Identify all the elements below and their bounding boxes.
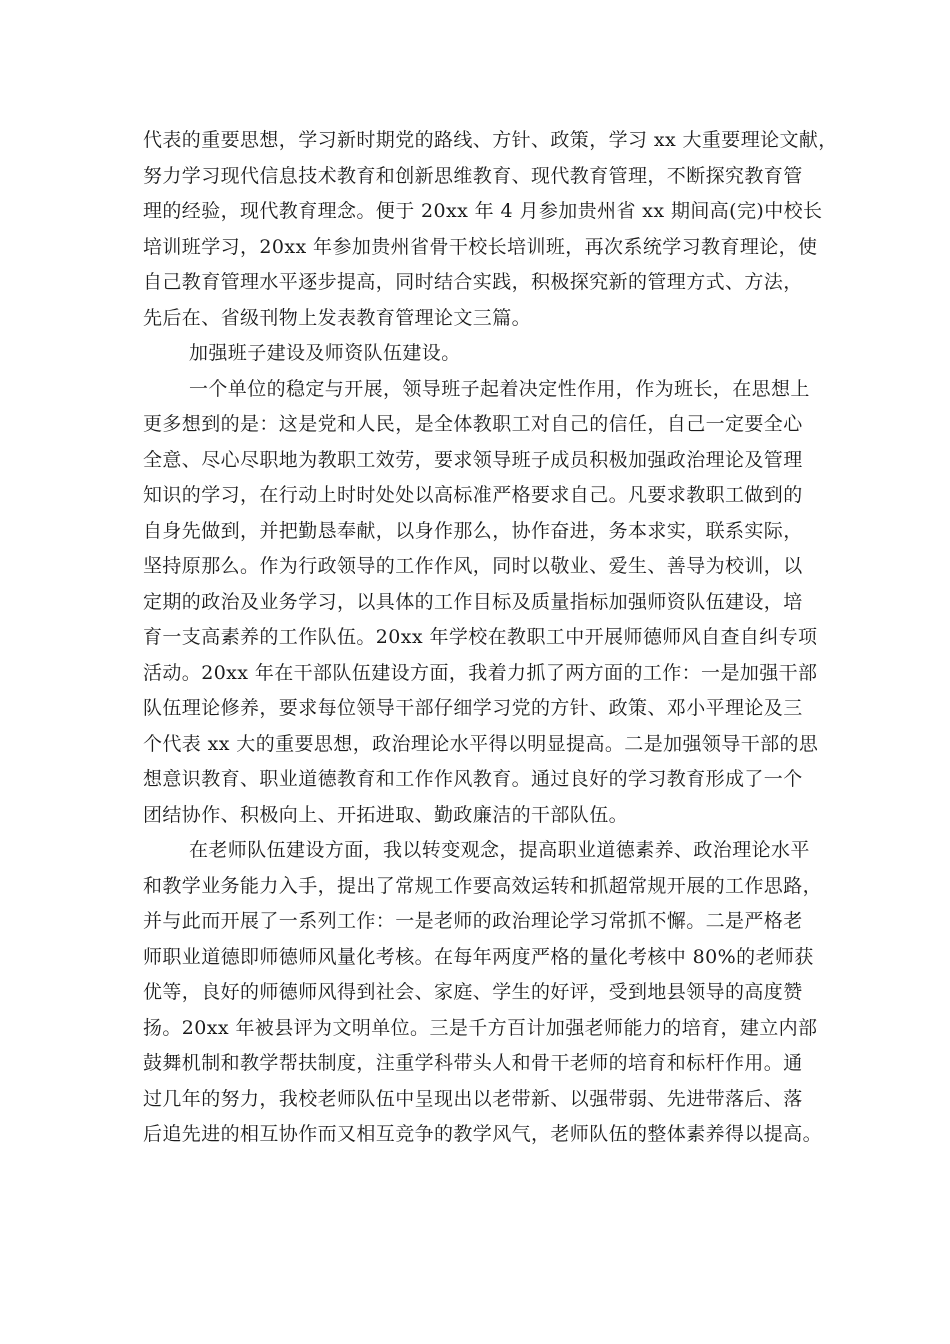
- text-line: 坚持原那么。作为行政领导的工作作风，同时以敬业、爱生、善导为校训，以: [143, 555, 803, 577]
- paragraph-1: [143, 123, 838, 336]
- text-line: 一个单位的稳定与开展，领导班子起着决定性作用，作为班长，在思想上: [189, 377, 810, 400]
- section-heading: [143, 336, 829, 372]
- text-line: 知识的学习，在行动上时时处处以高标准严格要求自己。凡要求教职工做到的: [143, 484, 803, 506]
- text-line: 鼓舞机制和教学帮扶制度，注重学科带头人和骨干老师的培育和标杆作用。通: [143, 1052, 803, 1074]
- text-line: 自身先做到，并把勤恳奉献，以身作那么，协作奋进，务本求实，联系实际，: [143, 519, 803, 542]
- text-line: 过几年的努力，我校老师队伍中呈现出以老带新、以强带弱、先进带落后、落: [143, 1087, 803, 1110]
- paragraph-2: [143, 372, 829, 834]
- text-line: 扬。20xx 年被县评为文明单位。三是千方百计加强老师能力的培育，建立内部: [143, 1016, 818, 1039]
- text-line: 育一支高素养的工作队伍。20xx 年学校在教职工中开展师德师风自查自纠专项: [143, 626, 818, 648]
- text-line: 先后在、省级刊物上发表教育管理论文三篇。: [143, 306, 532, 329]
- text-line: 活动。20xx 年在干部队伍建设方面，我着力抓了两方面的工作：一是加强干部: [143, 661, 818, 684]
- text-line: 代表的重要思想，学习新时期党的路线、方针、政策，学习 xx 大重要理论文献，: [143, 129, 838, 151]
- text-line: 师职业道德即师德师风量化考核。在每年两度严格的量化考核中 80%的老师获: [143, 945, 814, 968]
- text-line: 全意、尽心尽职地为教职工效劳，要求领导班子成员积极加强政治理论及管理: [143, 448, 803, 471]
- document-body: [143, 123, 838, 1153]
- text-line: 团结协作、积极向上、开拓进取、勤政廉洁的干部队伍。: [143, 803, 629, 826]
- text-line: 个代表 xx 大的重要思想，政治理论水平得以明显提高。二是加强领导干部的思: [143, 732, 819, 755]
- text-line: 和教学业务能力入手，提出了常规工作要高效运转和抓超常规开展的工作思路，: [143, 874, 823, 897]
- text-line: 努力学习现代信息技术教育和创新思维教育、现代教育管理，不断探究教育管: [143, 164, 803, 187]
- text-line: 理的经验，现代教育理念。便于 20xx 年 4 月参加贵州省 xx 期间高(完)中校长: [143, 200, 823, 222]
- text-line: 并与此而开展了一系列工作：一是老师的政治理论学习常抓不懈。二是严格老: [143, 910, 803, 932]
- text-line: 想意识教育、职业道德教育和工作作风教育。通过良好的学习教育形成了一个: [143, 768, 803, 790]
- heading-line: 加强班子建设及师资队伍建设。: [189, 342, 461, 364]
- text-line: 优等，良好的师德师风得到社会、家庭、学生的好评，受到地县领导的高度赞: [143, 981, 803, 1003]
- text-line: 自己教育管理水平逐步提高，同时结合实践，积极探究新的管理方式、方法，: [143, 271, 803, 293]
- text-line: 后追先进的相互协作而又相互竞争的教学风气，老师队伍的整体素养得以提高。: [143, 1123, 823, 1145]
- text-line: 队伍理论修养，要求每位领导干部仔细学习党的方针、政策、邓小平理论及三: [143, 697, 803, 719]
- text-line: 在老师队伍建设方面，我以转变观念，提高职业道德素养、政治理论水平: [189, 839, 810, 861]
- text-line: 培训班学习，20xx 年参加贵州省骨干校长培训班，再次系统学习教育理论，使: [143, 235, 818, 258]
- text-line: 更多想到的是：这是党和人民，是全体教职工对自己的信任，自己一定要全心: [143, 413, 803, 435]
- paragraph-3: [143, 833, 829, 1153]
- text-line: 定期的政治及业务学习，以具体的工作目标及质量指标加强师资队伍建设，培: [143, 590, 803, 613]
